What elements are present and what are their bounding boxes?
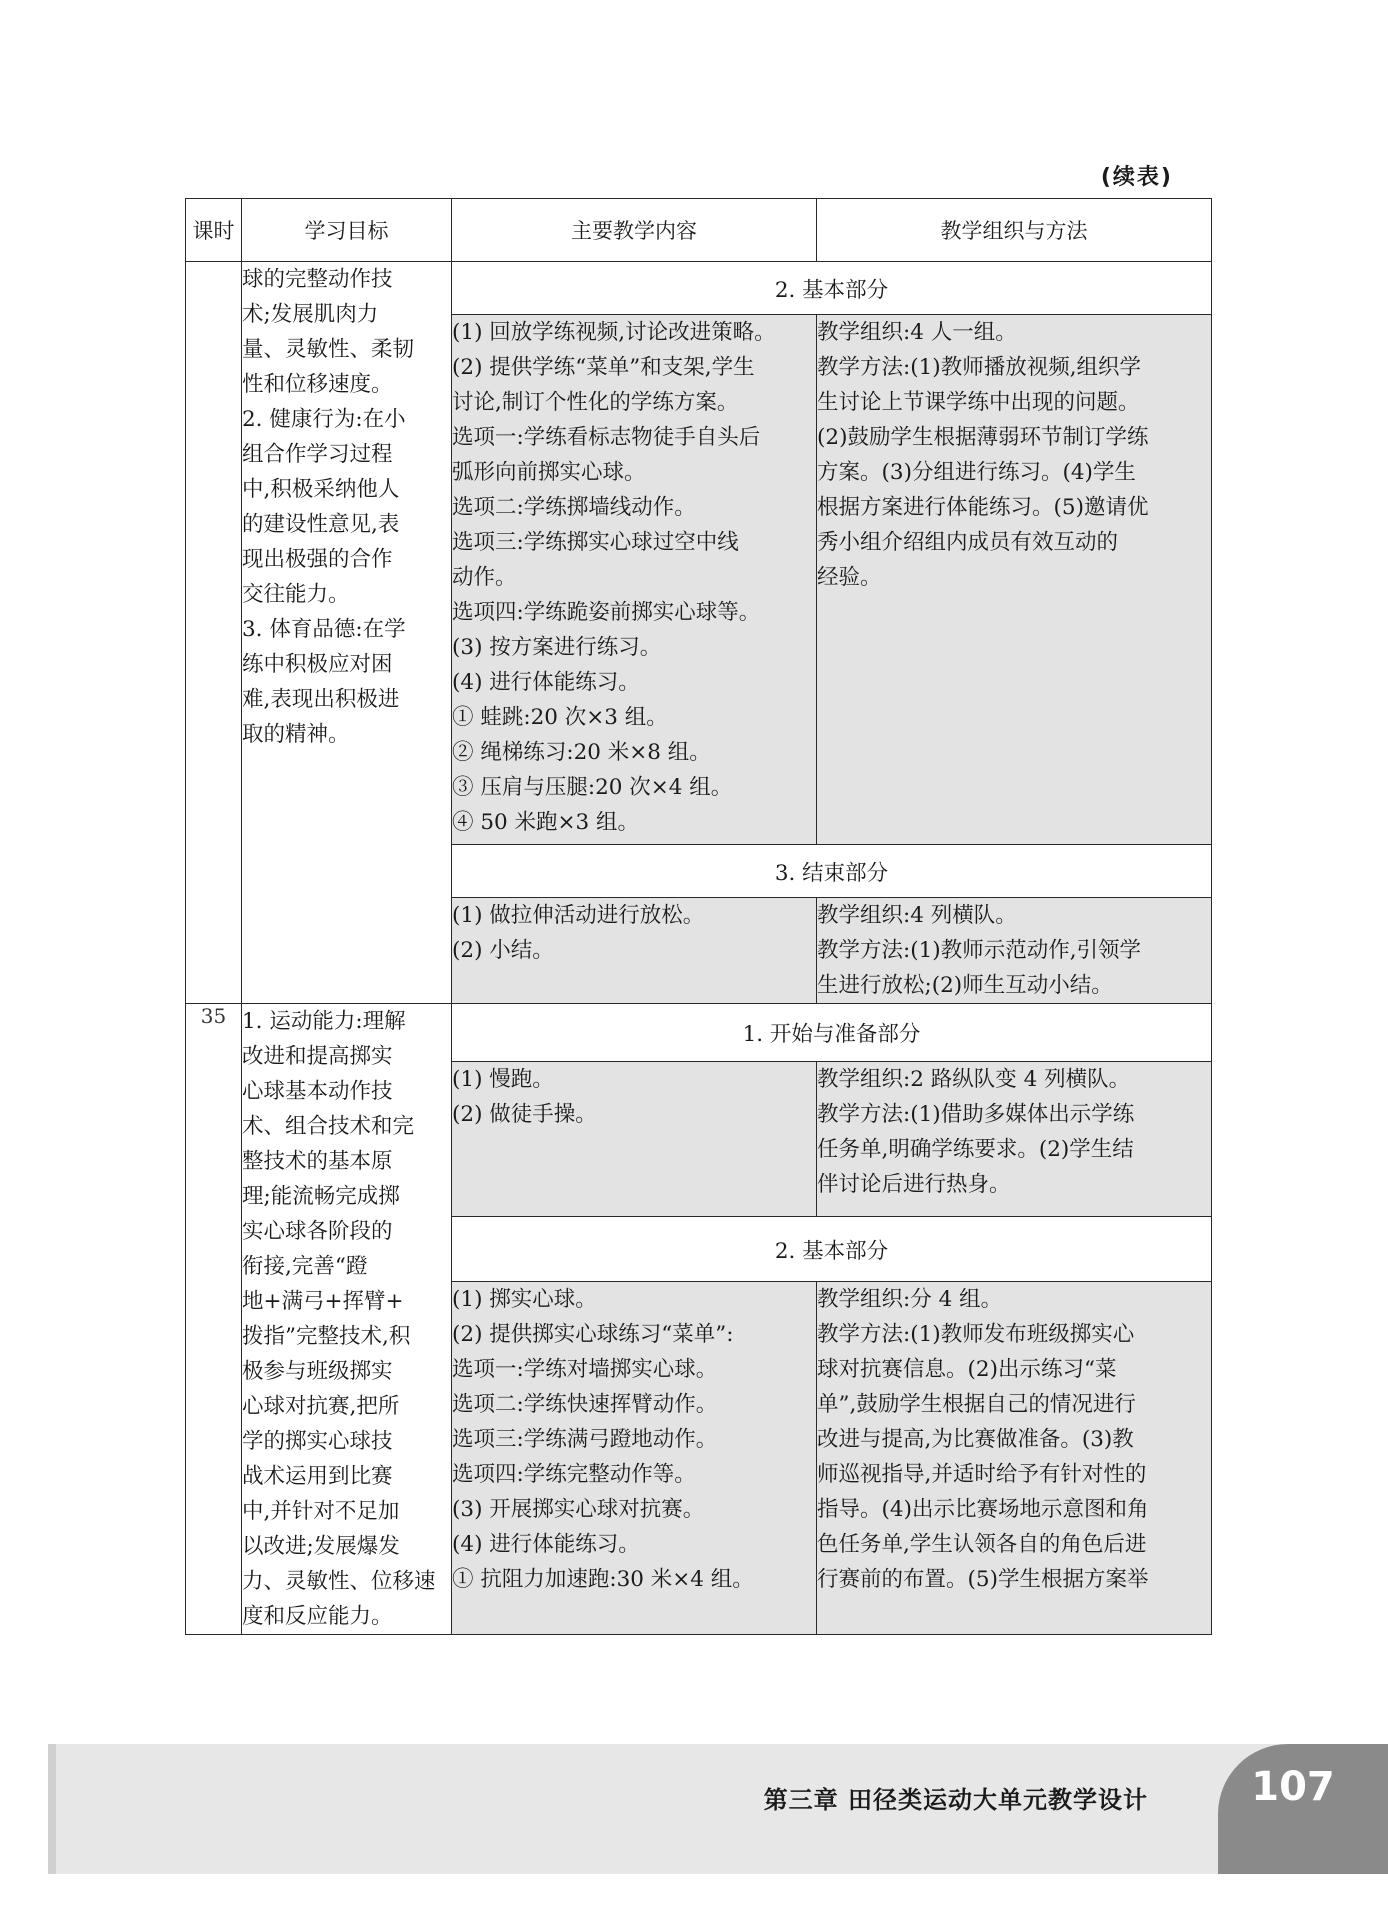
lesson2-start-method: 教学组织:2 路纵队变 4 列横队。 教学方法:(1)借助多媒体出示学练 任务单,明确学练要求。(2)学生结 伴讨论后进行热身。 [817,1062,1212,1217]
header-method: 教学组织与方法 [817,199,1212,262]
lesson1-end-method: 教学组织:4 列横队。 教学方法:(1)教师示范动作,引领学 生进行放松;(2)师生互动小结。 [817,898,1212,1004]
lesson1-basic-content: (1) 回放学练视频,讨论改进策略。 (2) 提供学练“菜单”和支架,学生 讨论,制订个性化的学练方案。 选项一:学练看标志物徒手自头后 弧形向前掷实心球。 选项二:学练掷墙线动作。 选项三:学练掷实心球过空中线 动作。 选项四:学练跪姿前掷实心球等。 (3) 按方案进行练习。 (4) 进行体能练习。 ① 蛙跳:20 次×3 组。 ② 绳梯练习:20 米×8 组。 ③ 压肩与压腿:20 次×4 组。 ④ 50 米跑×3 组。 [452,315,817,845]
header-goals: 学习目标 [242,199,452,262]
table-row [186,262,1212,315]
lesson2-basic-content: (1) 掷实心球。 (2) 提供掷实心球练习“菜单”: 选项一:学练对墙掷实心球。 选项二:学练快速挥臂动作。 选项三:学练满弓蹬地动作。 选项四:学练完整动作等。 (3) 开展掷实心球对抗赛。 (4) 进行体能练习。 ① 抗阻力加速跑:30 米×4 组。 [452,1282,817,1635]
table-header-row [186,199,1212,262]
page-number: 107 [1251,1764,1335,1810]
lesson-number: 35 [186,1004,242,1635]
lesson-plan-table [185,198,1212,1635]
section-title-basic-2: 2. 基本部分 [452,1217,1212,1282]
header-content: 主要教学内容 [452,199,817,262]
section-title-basic: 2. 基本部分 [452,262,1212,315]
lesson2-start-content: (1) 慢跑。 (2) 做徒手操。 [452,1062,817,1217]
lesson2-basic-method: 教学组织:分 4 组。 教学方法:(1)教师发布班级掷实心 球对抗赛信息。(2)出示练习“菜 单”,鼓励学生根据自己的情况进行 改进与提高,为比赛做准备。(3)教 师巡视指导,并适时给予有针对性的 指导。(4)出示比赛场地示意图和角 色任务单,学生认领各自的角色后进 行赛前的布置。(5)学生根据方案举 [817,1282,1212,1635]
chapter-title: 第三章 田径类运动大单元教学设计 [763,1786,1148,1814]
section-title-start: 1. 开始与准备部分 [452,1004,1212,1062]
lesson1-end-content: (1) 做拉伸活动进行放松。 (2) 小结。 [452,898,817,1004]
table-row [186,1004,1212,1062]
footer-edge [48,1744,56,1874]
section-title-end: 3. 结束部分 [452,845,1212,898]
page-footer [48,1744,1388,1874]
header-lesson: 课时 [186,199,242,262]
lesson1-basic-method: 教学组织:4 人一组。 教学方法:(1)教师播放视频,组织学 生讨论上节课学练中出现的问题。 (2)鼓励学生根据薄弱环节制订学练 方案。(3)分组进行练习。(4)学生 根据方案进行体能练习。(5)邀请优 秀小组介绍组内成员有效互动的 经验。 [817,315,1212,845]
lesson1-goals: 球的完整动作技 术;发展肌肉力 量、灵敏性、柔韧 性和位移速度。 2. 健康行为:在小 组合作学习过程 中,积极采纳他人 的建设性意见,表 现出极强的合作 交往能力。 3. 体育品德:在学 练中积极应对困 难,表现出积极进 取的精神。 [242,262,452,1004]
continued-label: (续表) [1100,165,1173,190]
lesson-number-empty [186,262,242,1004]
lesson2-goals: 1. 运动能力:理解 改进和提高掷实 心球基本动作技 术、组合技术和完 整技术的基本原 理;能流畅完成掷 实心球各阶段的 衔接,完善“蹬 地+满弓+挥臂+ 拨指”完整技术,积 极参与班级掷实 心球对抗赛,把所 学的掷实心球技 战术运用到比赛 中,并针对不足加 以改进;发展爆发 力、灵敏性、位移速 度和反应能力。 [242,1004,452,1635]
